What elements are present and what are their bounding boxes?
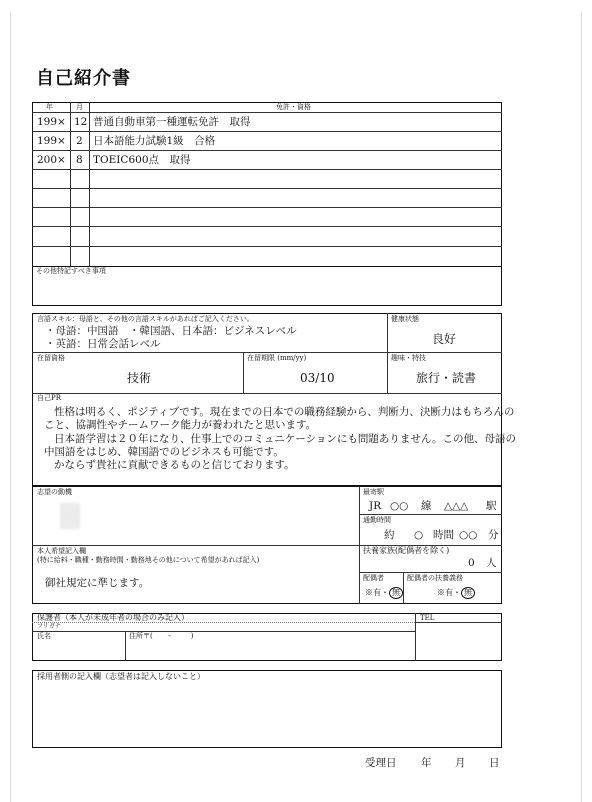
commute-hours: 時間 <box>433 529 454 541</box>
license-row-text: TOEIC600点 取得 <box>93 154 191 166</box>
license-col-month: 月 <box>76 102 83 111</box>
commute-minutes: 分 <box>488 529 499 541</box>
received-year: 年 <box>421 757 432 769</box>
received-date-label: 受理日 <box>365 757 397 769</box>
motive-label: 志望の動機 <box>37 488 72 496</box>
station-jr: JR <box>369 500 382 512</box>
commute-label: 通勤時間 <box>363 516 391 524</box>
license-row-month: 8 <box>76 154 83 166</box>
guardian-name-label: 氏名 <box>37 632 51 640</box>
station-name: 駅 <box>486 500 497 512</box>
license-row-year: 200× <box>37 154 66 166</box>
license-table <box>32 102 502 306</box>
furigana-label: フリガナ <box>37 623 61 630</box>
self-pr-line: こと、協調性やチームワーク能力が養われたと思います。 <box>44 419 317 431</box>
license-col-year: 年 <box>46 102 53 111</box>
language-label: 言語スキル：母語と、その他の言語スキルがあればご記入ください。 <box>37 315 254 323</box>
commute-minutes-mark: ○○ <box>459 529 478 541</box>
tel-label: TEL <box>420 614 435 622</box>
self-pr-line: 日本語学習は２０年になり、仕事上でのコミュニケーションにも問題ありません。この他、母語の <box>54 433 516 445</box>
station-line: 線 <box>421 500 432 512</box>
guardian-address-label: 住所〒 <box>129 632 150 640</box>
postal-code-placeholder: ( - ) <box>150 632 194 640</box>
wish-label: 本人希望記入欄 <box>37 547 86 555</box>
dependents-count: 0 <box>468 557 475 569</box>
station-name-mark: △△△ <box>444 500 469 512</box>
redacted-area <box>60 503 80 529</box>
license-row-text: 普通自動車第一種運転免許 取得 <box>93 116 251 128</box>
license-row-text: 日本語能力試験1級 合格 <box>93 135 216 147</box>
license-row-month: 12 <box>74 116 88 128</box>
stay-period-value: 03/10 <box>300 371 335 385</box>
guardian-label: 保護者（本人が未成年者の場合のみ記入） <box>37 613 189 622</box>
self-pr-label: 自己PR <box>37 394 61 402</box>
duty-none-option: 無 <box>461 587 475 599</box>
nearest-station-label: 最寄駅 <box>363 488 384 496</box>
language-line-2: ・英語：日常会話レベル <box>45 338 161 350</box>
other-notes-label: その他特記すべき事項 <box>36 267 106 275</box>
spouse-duty-value <box>437 587 475 599</box>
health-value: 良好 <box>432 332 457 346</box>
hobby-value: 旅行・読書 <box>416 371 477 385</box>
spouse-duty-label: 配偶者の扶養義務 <box>407 574 463 582</box>
self-pr-line: かならず貴社に貢献できるものと信じております。 <box>54 459 295 471</box>
spouse-none-option: 無 <box>389 587 403 599</box>
wish-note: (特に給料・職種・勤務時間・勤務地その他について希望があれば記入) <box>37 556 260 564</box>
hobby-label: 趣味・特技 <box>391 354 426 362</box>
dependents-label: 扶養家族(配偶者を除く) <box>363 546 450 555</box>
station-line-mark: ○○ <box>390 500 409 512</box>
self-pr-line: 性格は明るく、ポジティブです。現在までの日本での職務経験から、判断力、決断力はもちろんの <box>54 406 515 418</box>
received-day: 日 <box>489 757 500 769</box>
employer-label: 採用者側の記入欄（志望者は記入しないこと） <box>37 672 205 681</box>
commute-hours-mark: ○ <box>414 529 424 541</box>
spouse-value <box>365 587 403 599</box>
employer-block <box>32 670 502 748</box>
page-title: 自己紹介書 <box>36 68 131 89</box>
license-row-year: 199× <box>37 116 66 128</box>
language-line-1: ・母語：中国語 ・韓国語、日本語：ビジネスレベル <box>45 325 297 337</box>
dependents-unit: 人 <box>486 557 497 569</box>
spouse-label: 配偶者 <box>363 574 384 582</box>
received-month: 月 <box>455 757 466 769</box>
health-label: 健康状態 <box>391 315 419 323</box>
visa-value: 技術 <box>127 371 152 385</box>
self-pr-line: 中国語をはじめ、韓国語でのビジネスも可能です。 <box>44 446 284 458</box>
commute-about: 約 <box>384 529 395 541</box>
wish-value: 御社規定に準じます。 <box>45 577 150 589</box>
license-col-item: 免許・資格 <box>276 102 311 111</box>
license-row-month: 2 <box>76 135 83 147</box>
visa-label: 在留資格 <box>37 354 65 362</box>
spouse-yes-option: ※有・ <box>365 588 389 597</box>
license-row-year: 199× <box>37 135 66 147</box>
stay-period-label: 在留期限 (mm/yy) <box>247 354 307 362</box>
duty-yes-option: ※有・ <box>437 588 461 597</box>
